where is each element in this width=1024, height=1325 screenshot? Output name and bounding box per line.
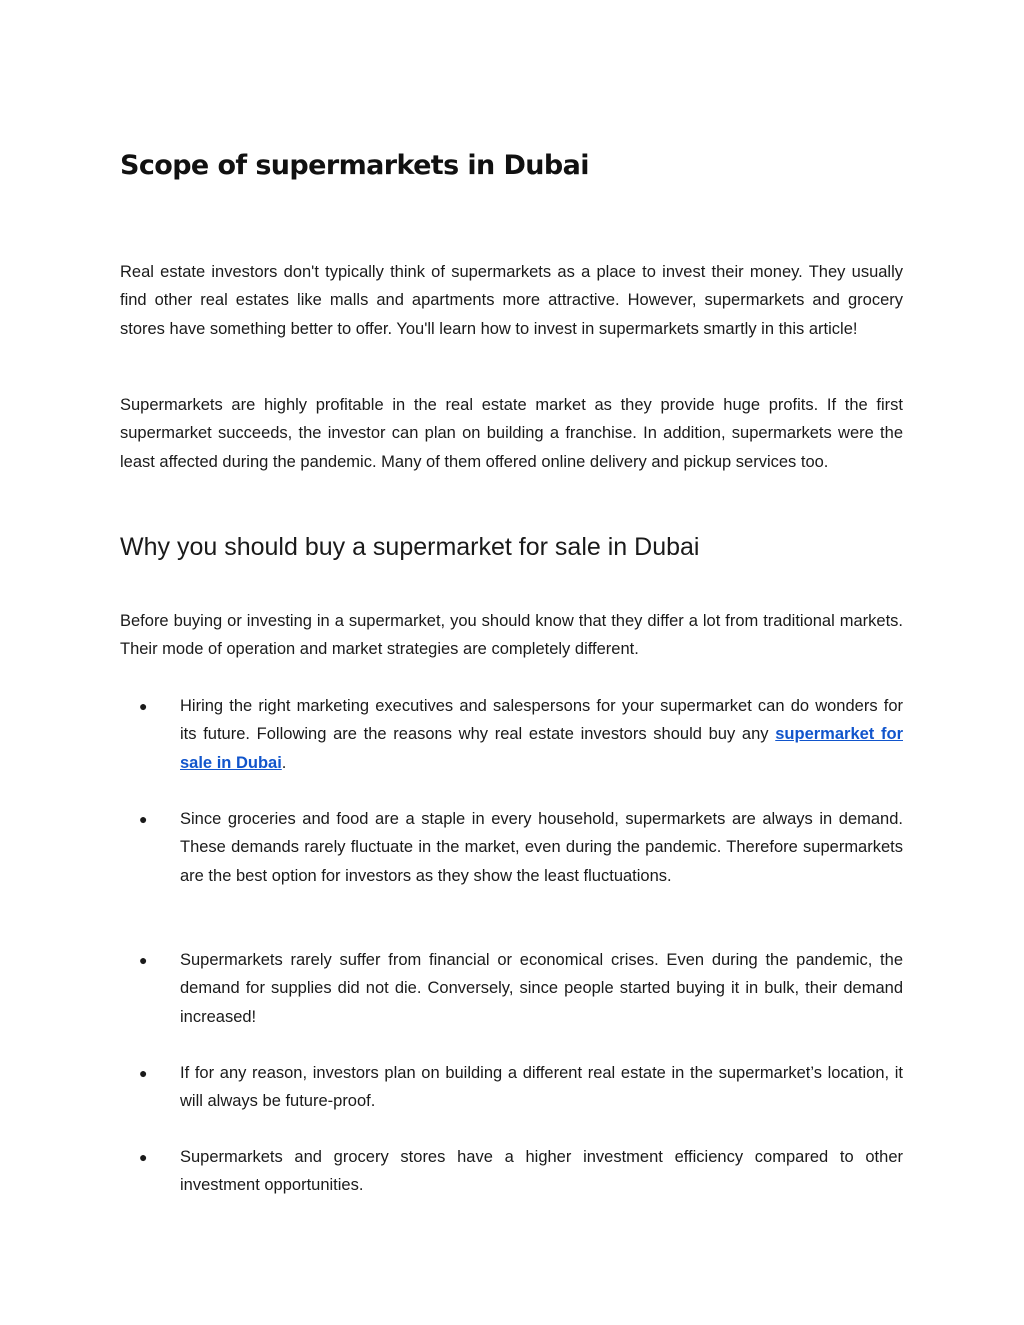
supermarket-for-sale-link[interactable]: supermarket for sale in Dubai	[180, 725, 903, 772]
document-title: Scope of supermarkets in Dubai	[120, 150, 589, 181]
list-item-text: If for any reason, investors plan on building a different real estate in the supermarket’s location, it will always be future-proof.	[180, 1064, 903, 1111]
list-item-text: Since groceries and food are a staple in every household, supermarkets are always in demand. These demands rarely fluctuate in the market, even during the pandemic. Therefore supermarkets are the best option for investors as they show the least fluctuations.	[180, 810, 903, 885]
bullet-icon: ●	[139, 698, 148, 714]
bullet-icon: ●	[139, 811, 148, 827]
list-item-text: Hiring the right marketing executives and salespersons for your supermarket can do wonders for its future. Following are the reasons why real estate investors should buy any	[180, 697, 903, 744]
bullet-icon: ●	[139, 1149, 148, 1165]
list-item-text: Supermarkets rarely suffer from financial or economical crises. Even during the pandemic, the demand for supplies did not die. Conversely, since people started buying it in bulk, their demand increased!	[180, 951, 903, 1026]
intro-paragraph-2: Supermarkets are highly profitable in the real estate market as they provide huge profits. If the first supermarket succeeds, the investor can plan on building a franchise. In addition, supermarkets were the least affected during the pandemic. Many of them offered online delivery and pickup services too.	[120, 396, 903, 471]
bullet-icon: ●	[139, 1065, 148, 1081]
list-item-text-end: .	[281, 753, 287, 772]
section-intro-paragraph: Before buying or investing in a supermarket, you should know that they differ a lot from traditional markets. Their mode of operation and market strategies are completely different.	[120, 612, 903, 659]
list-item	[139, 692, 903, 777]
section-heading: Why you should buy a supermarket for sale in Dubai	[120, 533, 700, 561]
list-item-text: Supermarkets and grocery stores have a higher investment efficiency compared to other investment opportunities.	[180, 1148, 903, 1195]
list-item	[139, 1143, 903, 1200]
bullet-icon: ●	[139, 952, 148, 968]
list-item	[139, 1059, 903, 1116]
intro-paragraph-1: Real estate investors don't typically think of supermarkets as a place to invest their money. They usually find other real estates like malls and apartments more attractive. However, supermarkets and grocery stores have something better to offer. You'll learn how to invest in supermarkets smartly in this article!	[120, 263, 903, 338]
list-item	[139, 946, 903, 1031]
list-item	[139, 805, 903, 890]
